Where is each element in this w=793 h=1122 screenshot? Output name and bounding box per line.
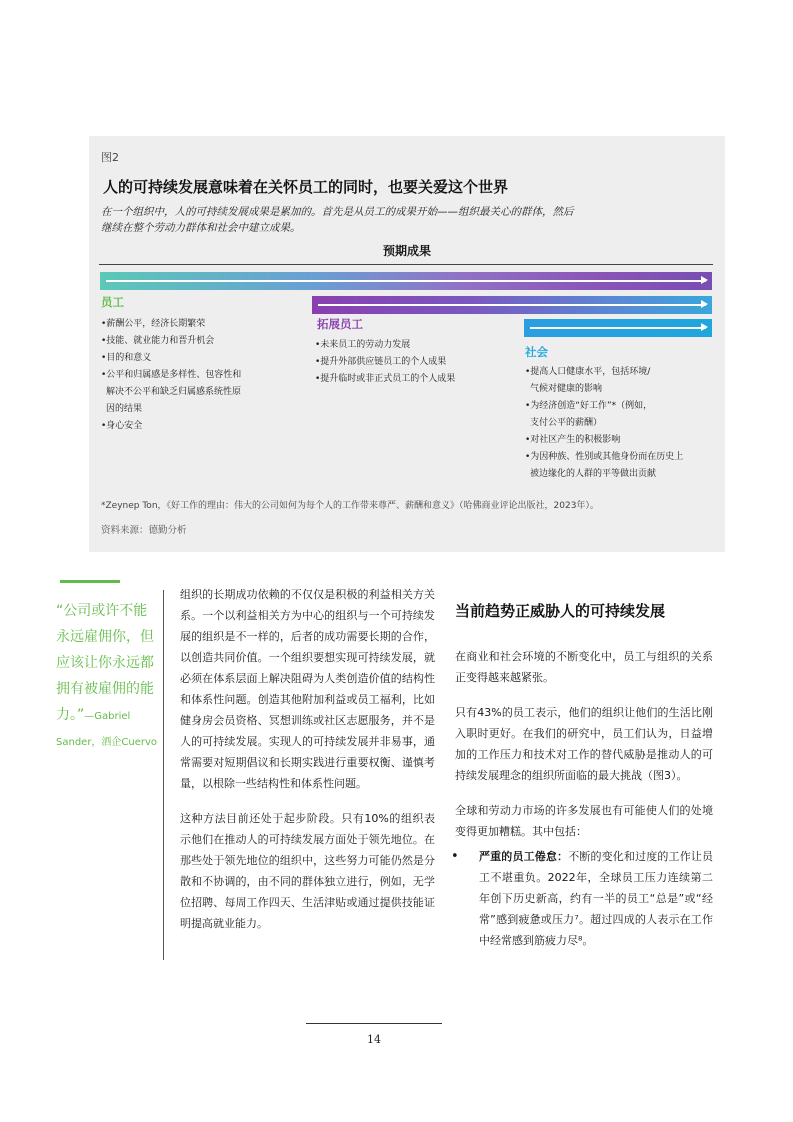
group-list-item: 气候对健康的影响 xyxy=(530,384,603,394)
group-list-item: •提高人口健康水平，包括环境/ xyxy=(525,367,651,377)
body-column-left xyxy=(180,584,435,948)
society-outcome-bar xyxy=(524,319,712,337)
group-title-employees: 员工 xyxy=(101,295,124,309)
group-list-item: 因的结果 xyxy=(106,404,143,414)
figure-source: 资料来源：德勤分析 xyxy=(101,525,187,536)
group-list-item: •公平和归属感是多样性、包容性和 xyxy=(101,370,242,380)
quote-divider xyxy=(163,590,164,960)
figure-subtitle xyxy=(101,204,701,236)
group-title-extended-workforce: 拓展员工 xyxy=(317,317,363,331)
quote-accent-bar xyxy=(60,580,120,583)
figure-2 xyxy=(89,136,725,552)
group-list-item: •提升临时或非正式员工的个人成果 xyxy=(315,374,456,384)
bullet-text: 不断的变化和过度的工作让员工不堪重负。2022年，全球员工压力连续第二年创下历史新高，约有一半的员工“总是”或“经常”感到疲惫或压力⁷。超过四成的人表示在工作中经常感到筋疲力尽⁸。 xyxy=(479,850,714,947)
page-number: 14 xyxy=(367,1033,381,1046)
group-title-society: 社会 xyxy=(525,345,548,359)
group-list-item: •为经济创造“好工作”*（例如， xyxy=(525,401,653,411)
bullet-dot-icon: • xyxy=(451,849,459,864)
paragraph: 组织的长期成功依赖的不仅仅是积极的利益相关方关系。一个以利益相关方为中心的组织与一个可持续发展的组织是不一样的，后者的成功需要长期的合作，以创造共同价值。一个组织要想实现可持续发展，就必须在体系层面上解决阻碍为人类创造价值的结构性和体系性问题。创造其他附加利益或员工福利，比如健身房会员资格、冥想训练或社区志愿服务，并不是人的可持续发展。实现人的可持续发展并非易事，通常需要对短期倡议和长期实践进行重要权衡、谨慎考量，以根除一些结构性和体系性问题。 xyxy=(180,588,435,790)
bullet-item xyxy=(451,846,714,951)
group-list-item: •薪酬公平，经济长期繁荣 xyxy=(101,319,206,329)
arrow-right-icon xyxy=(318,304,706,306)
group-list-item: •为因种族、性别或其他身份而在历史上 xyxy=(525,452,684,462)
group-list-item: •身心安全 xyxy=(101,421,143,431)
group-list-item: •目的和意义 xyxy=(101,353,152,363)
group-list-item: •对社区产生的积极影响 xyxy=(525,435,621,445)
paragraph: 只有43%的员工表示，他们的组织让他们的生活比刚入职时更好。在我们的研究中，员工们认为，日益增加的工作压力和技术对工作的替代威胁是推动人的可持续发展理念的组织所面临的最大挑战（图3）。 xyxy=(455,706,713,782)
pull-quote-text: “公司或许不能永远雇佣你，但应该让你永远都拥有被雇佣的能力。” xyxy=(56,603,154,723)
group-list-item: •提升外部供应链员工的个人成果 xyxy=(315,357,447,367)
group-list-employees xyxy=(101,316,301,435)
group-list-society xyxy=(525,364,721,483)
group-list-extended-workforce xyxy=(315,337,520,388)
paragraph: 全球和劳动力市场的许多发展也有可能使人们的处境变得更加糟糕。其中包括： xyxy=(455,804,713,838)
footer-rule xyxy=(306,1023,442,1024)
group-list-item: •技能、就业能力和晋升机会 xyxy=(101,336,215,346)
figure-subtitle-line: 继续在整个劳动力群体和社会中建立成果。 xyxy=(101,222,301,234)
figure-label: 图2 xyxy=(101,151,119,164)
arrow-right-icon xyxy=(530,327,706,329)
pull-quote-attribution: —Gabriel Sander，酒企Cuervo xyxy=(56,711,158,748)
extended-workforce-outcome-bar xyxy=(312,296,712,314)
paragraph: 在商业和社会环境的不断变化中，员工与组织的关系正变得越来越紧张。 xyxy=(455,650,713,684)
figure-footnote: *Zeynep Ton，《好工作的理由：伟大的公司如何为每个人的工作带来尊严、薪酬和意义》（哈佛商业评论出版社，2023年）。 xyxy=(101,501,599,511)
figure-divider xyxy=(99,264,713,265)
figure-title: 人的可持续发展意味着在关怀员工的同时，也要关爱这个世界 xyxy=(103,178,509,196)
group-list-item: 被边缘化的人群的平等做出贡献 xyxy=(530,469,657,479)
section-heading: 当前趋势正威胁人的可持续发展 xyxy=(455,602,666,620)
body-column-right xyxy=(451,600,714,951)
group-list-item: •未来员工的劳动力发展 xyxy=(315,340,411,350)
paragraph: 这种方法目前还处于起步阶段。只有10%的组织表示他们在推动人的可持续发展方面处于领先地位。在那些处于领先地位的组织中，这些努力可能仍然是分散和不协调的，由不同的群体独立进行，例如，无学位招聘、每周工作四天、生活津贴或通过提供技能证明提高就业能力。 xyxy=(180,812,435,930)
figure-subtitle-line: 在一个组织中，人的可持续发展成果是累加的。首先是从员工的成果开始——组织最关心的群体，然后 xyxy=(101,206,574,218)
pull-quote xyxy=(56,598,160,754)
group-list-item: 支付公平的薪酬） xyxy=(530,418,603,428)
group-list-item: 解决不公平和缺乏归属感系统性原 xyxy=(106,387,242,397)
bullet-list xyxy=(451,846,714,951)
bullet-bold-label: 严重的员工倦怠： xyxy=(479,850,569,863)
expected-outcomes-label: 预期成果 xyxy=(382,244,431,258)
employee-outcome-bar xyxy=(100,272,712,290)
arrow-right-icon xyxy=(106,280,706,282)
